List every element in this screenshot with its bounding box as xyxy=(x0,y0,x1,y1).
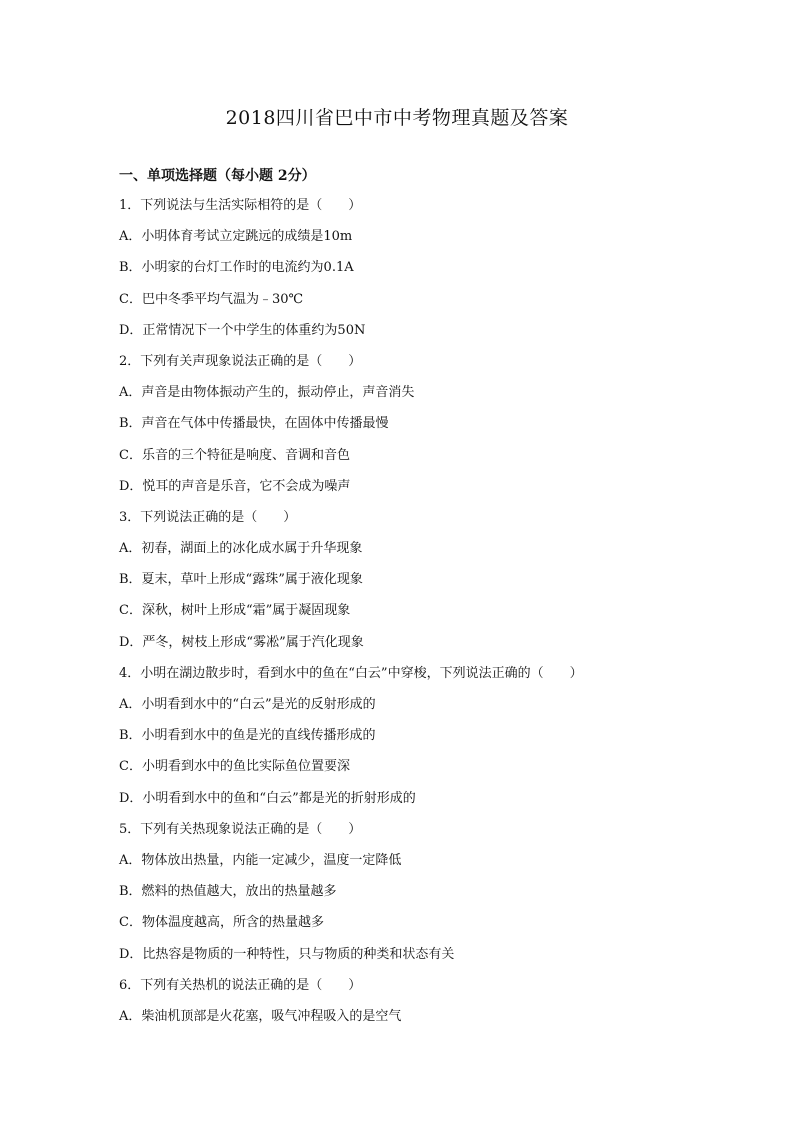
answer-option: B．燃料的热值越大，放出的热量越多 xyxy=(119,884,337,900)
question-stem: 6．下列有关热机的说法正确的是（ ） xyxy=(119,977,362,993)
question-list xyxy=(119,196,719,1038)
answer-option: A．小明体育考试立定跳远的成绩是10m xyxy=(119,229,353,245)
answer-option: B．小明家的台灯工作时的电流约为0.1A xyxy=(119,260,354,276)
document-title: 2018四川省巴中市中考物理真题及答案 xyxy=(225,107,569,129)
question-stem: 3．下列说法正确的是（ ） xyxy=(119,509,297,525)
answer-option: A．声音是由物体振动产生的，振动停止，声音消失 xyxy=(119,385,415,401)
answer-option: A．柴油机顶部是火花塞，吸气冲程吸入的是空气 xyxy=(119,1008,402,1024)
answer-option: C．巴中冬季平均气温为﹣30℃ xyxy=(119,291,304,307)
answer-option: C．乐音的三个特征是响度、音调和音色 xyxy=(119,447,350,463)
answer-option: C．深秋，树叶上形成“霜”属于凝固现象 xyxy=(119,603,351,619)
answer-option: C．小明看到水中的鱼比实际鱼位置要深 xyxy=(119,759,350,775)
answer-option: D．正常情况下一个中学生的体重约为50N xyxy=(119,322,366,338)
answer-option: B．夏末，草叶上形成“露珠”属于液化现象 xyxy=(119,572,363,588)
answer-option: A．物体放出热量，内能一定减少，温度一定降低 xyxy=(119,852,402,868)
question-stem: 4．小明在湖边散步时，看到水中的鱼在“白云”中穿梭，下列说法正确的（ ） xyxy=(119,665,583,681)
answer-option: D．严冬，树枝上形成“雾凇”属于汽化现象 xyxy=(119,634,364,650)
answer-option: A．小明看到水中的“白云”是光的反射形成的 xyxy=(119,697,376,712)
section-heading: 一、单项选择题（每小题 2分） xyxy=(119,168,316,184)
answer-option: D．悦耳的声音是乐音，它不会成为噪声 xyxy=(119,478,351,494)
question-stem: 1．下列说法与生活实际相符的是（ ） xyxy=(119,198,362,213)
answer-option: C．物体温度越高，所含的热量越多 xyxy=(119,915,324,931)
answer-option: D．小明看到水中的鱼和“白云”都是光的折射形成的 xyxy=(119,790,416,806)
answer-option: B．声音在气体中传播最快，在固体中传播最慢 xyxy=(119,416,389,432)
answer-option: A．初春，湖面上的冰化成水属于升华现象 xyxy=(119,541,363,557)
question-stem: 2．下列有关声现象说法正确的是（ ） xyxy=(119,353,362,369)
answer-option: D．比热容是物质的一种特性，只与物质的种类和状态有关 xyxy=(119,946,455,962)
question-stem: 5．下列有关热现象说法正确的是（ ） xyxy=(119,821,362,837)
answer-option: B．小明看到水中的鱼是光的直线传播形成的 xyxy=(119,728,376,744)
